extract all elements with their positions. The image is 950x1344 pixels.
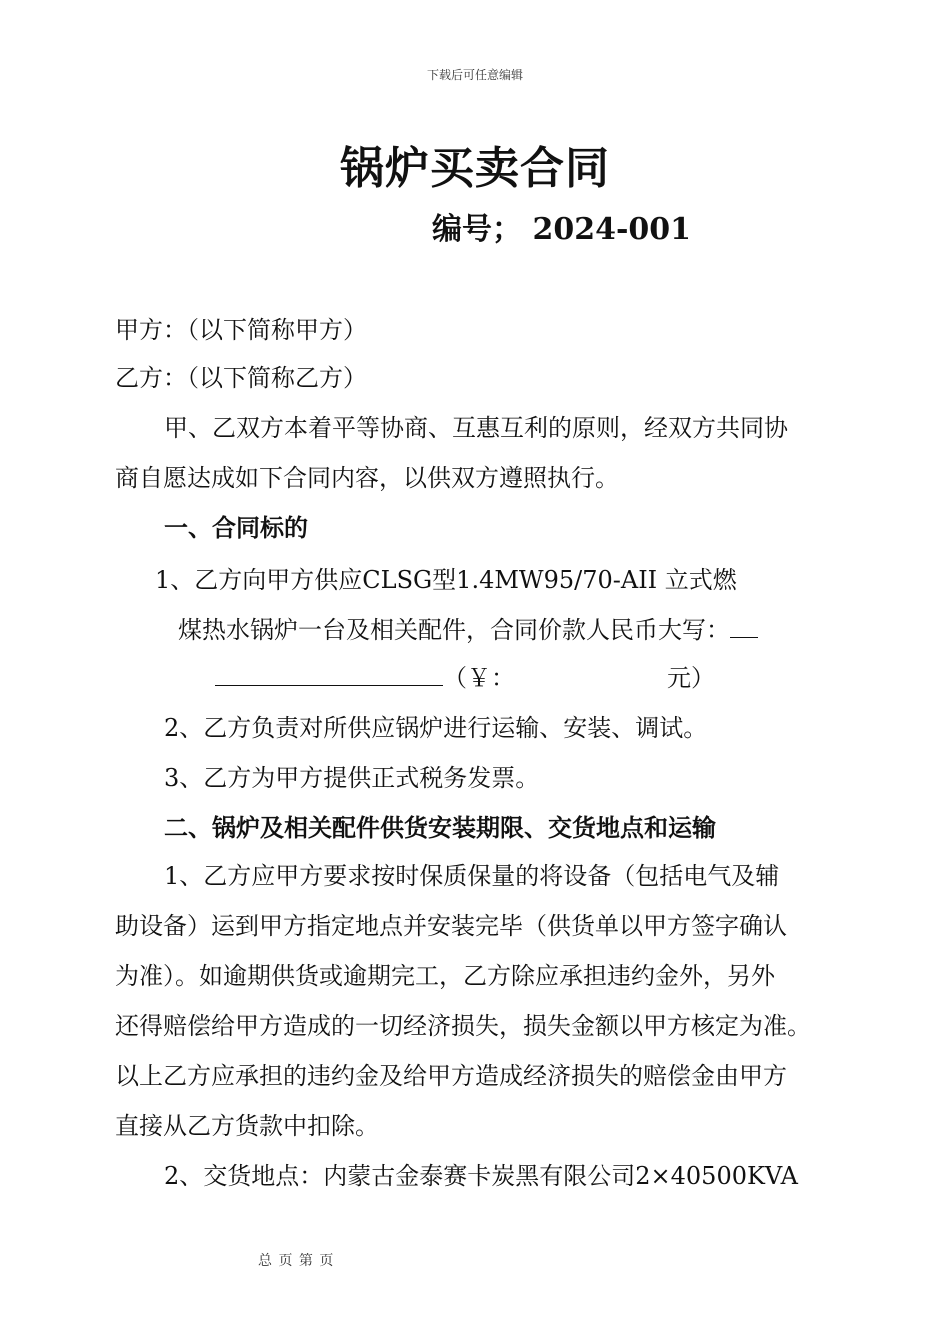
price-blank-start	[730, 615, 758, 638]
party-b-line: 乙方：（以下简称乙方）	[115, 364, 367, 392]
section-2-para-line-3: 为准）。如逾期供货或逾期完工，乙方除应承担违约金外，另外	[115, 962, 775, 990]
intro-line-1: 甲、乙双方本着平等协商、互惠互利的原则，经双方共同协	[164, 414, 788, 442]
party-a-line: 甲方：（以下简称甲方）	[115, 316, 367, 344]
section-2-para-line-1: 1、乙方应甲方要求按时保质保量的将设备（包括电气及辅	[164, 862, 780, 890]
section-1-item-2: 2、乙方负责对所供应锅炉进行运输、安装、调试。	[164, 714, 708, 742]
document-title: 锅炉买卖合同	[340, 143, 610, 194]
section-1-item-1-line-2	[178, 610, 758, 645]
section-2-para-line-2: 助设备）运到甲方指定地点并安装完毕（供货单以甲方签字确认	[115, 912, 787, 940]
section-1-item-3: 3、乙方为甲方提供正式税务发票。	[164, 764, 540, 792]
price-yen-close: 元）	[667, 664, 715, 692]
section-2-heading: 二、锅炉及相关配件供货安装期限、交货地点和运输	[164, 813, 716, 842]
price-label: 煤热水锅炉一台及相关配件，合同价款人民币大写：	[178, 616, 730, 644]
page-footer: 总 页 第 页	[258, 1253, 335, 1269]
section-1-item-1-line-3	[215, 658, 715, 693]
section-1-item-1-line-1: 1、乙方向甲方供应CLSG型1.4MW95/70-AII 立式燃	[155, 566, 737, 594]
section-2-para-line-4: 还得赔偿给甲方造成的一切经济损失，损失金额以甲方核定为准。	[115, 1012, 811, 1040]
contract-number: 编号； 2024-001	[432, 212, 692, 247]
section-1-heading: 一、合同标的	[164, 513, 308, 542]
intro-line-2: 商自愿达成如下合同内容，以供双方遵照执行。	[115, 464, 619, 492]
section-2-item-2: 2、交货地点：内蒙古金泰赛卡炭黑有限公司2×40500KVA	[164, 1162, 798, 1190]
price-blank	[215, 663, 443, 686]
section-2-para-line-6: 直接从乙方货款中扣除。	[115, 1112, 379, 1140]
section-2-para-line-5: 以上乙方应承担的违约金及给甲方造成经济损失的赔偿金由甲方	[115, 1062, 787, 1090]
price-yen-open: （￥：	[443, 664, 515, 692]
header-note: 下载后可任意编辑	[426, 68, 523, 82]
